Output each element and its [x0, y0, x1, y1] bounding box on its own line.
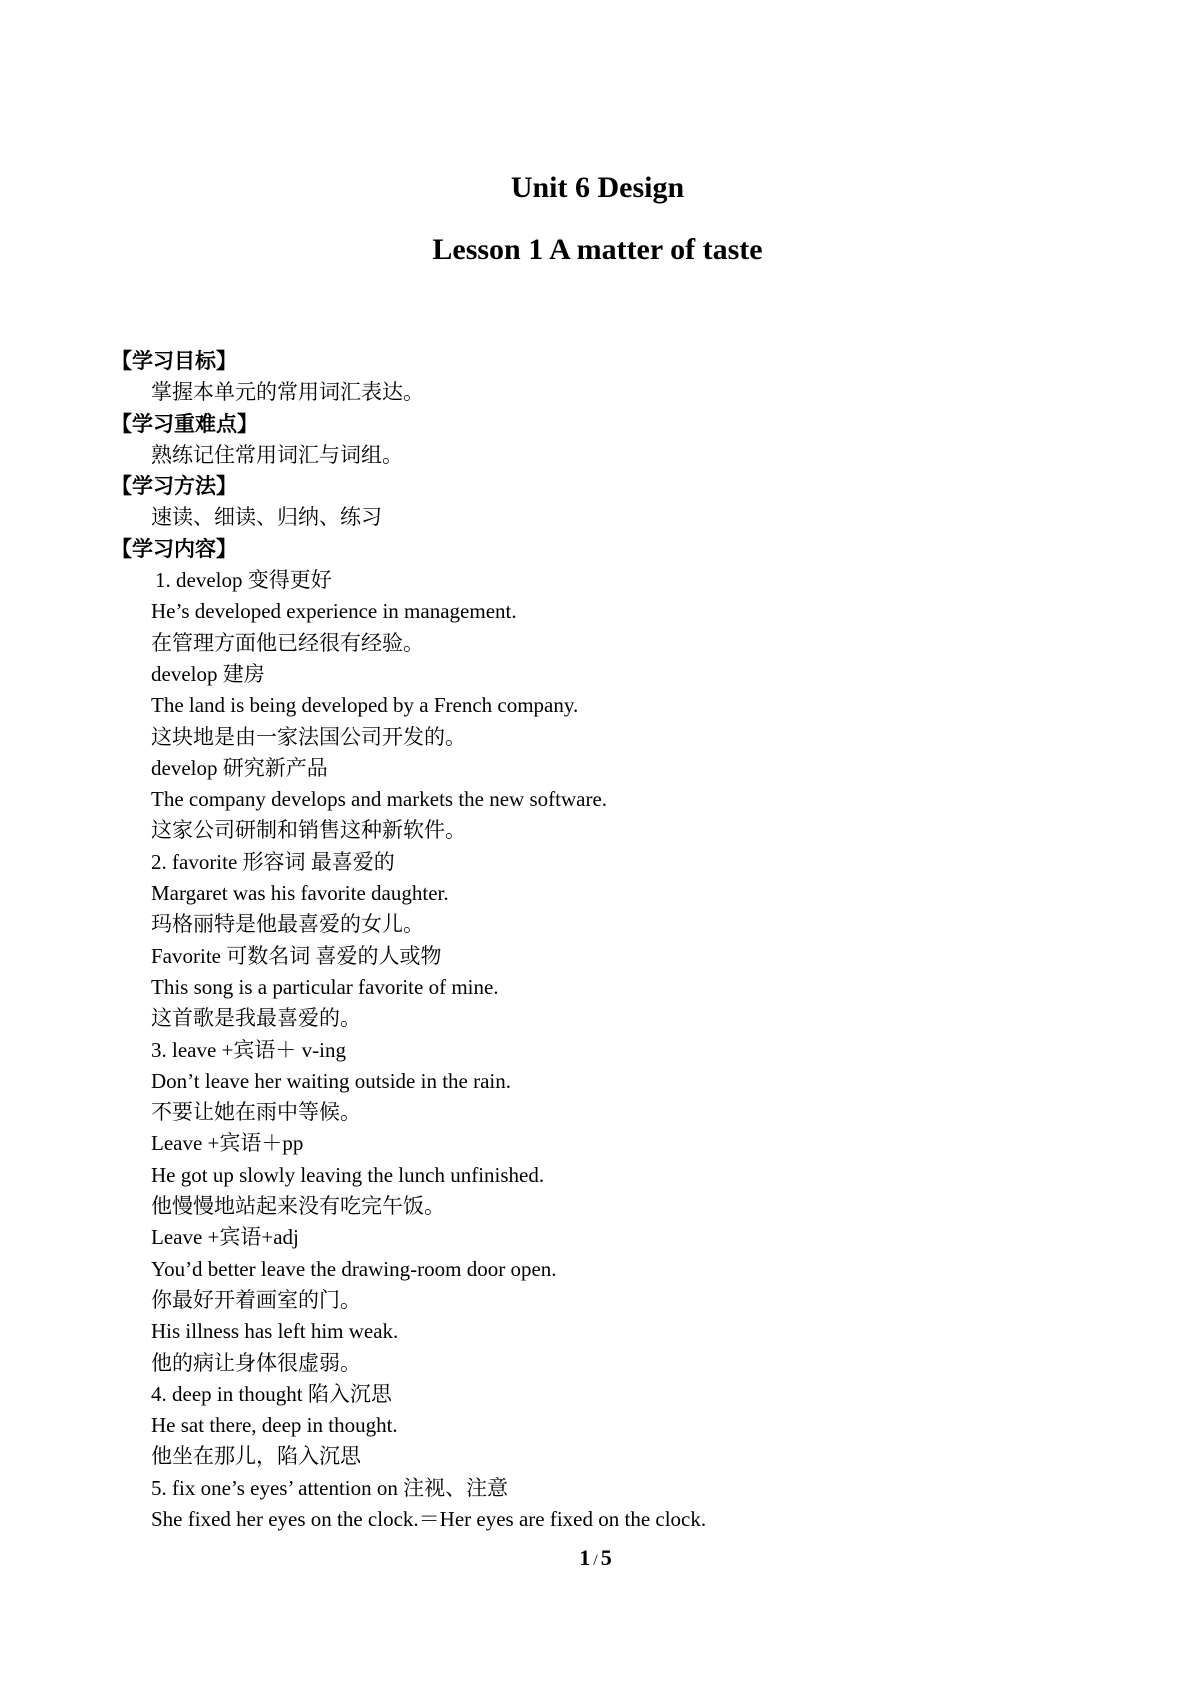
content-line: You’d better leave the drawing-room door open. [151, 1256, 557, 1281]
section-text-objectives: 掌握本单元的常用词汇表达。 [151, 380, 424, 405]
section-heading-objectives: 【学习目标】 [111, 349, 237, 373]
content-line: develop 研究新产品 [151, 755, 328, 780]
content-line: Don’t leave her waiting outside in the rain. [151, 1068, 512, 1093]
content-line: 他慢慢地站起来没有吃完午饭。 [151, 1194, 445, 1219]
page-total: 5 [600, 1545, 612, 1570]
content-line: 在管理方面他已经很有经验。 [151, 630, 424, 655]
content-line: 他的病让身体很虚弱。 [151, 1350, 361, 1375]
content-line: 这首歌是我最喜爱的。 [151, 1006, 361, 1031]
content-line: Leave +宾语＋pp [151, 1131, 304, 1156]
section-heading-methods: 【学习方法】 [111, 474, 237, 499]
content-line: She fixed her eyes on the clock.＝Her eyes are fixed on the clock. [151, 1506, 707, 1531]
content-line: Favorite 可数名词 喜爱的人或物 [151, 943, 442, 968]
content-line: 5. fix one’s eyes’ attention on 注视、注意 [151, 1475, 509, 1500]
content-line: 他坐在那儿，陷入沉思 [151, 1444, 361, 1469]
content-line: He got up slowly leaving the lunch unfinished. [151, 1162, 545, 1187]
section-heading-content: 【学习内容】 [111, 536, 237, 561]
page-current: 1 [579, 1545, 591, 1570]
content-line: 这家公司研制和销售这种新软件。 [151, 818, 466, 843]
section-heading-key-points: 【学习重难点】 [111, 411, 258, 436]
document-subtitle: Lesson 1 A matter of taste [432, 233, 763, 266]
content-line: His illness has left him weak. [151, 1319, 399, 1344]
content-line: 3. leave +宾语＋ v-ing [151, 1037, 346, 1062]
content-lines [113, 565, 1113, 1535]
content-line: He’s developed experience in management. [151, 599, 517, 624]
document-title: Unit 6 Design [510, 171, 685, 204]
content-line: The company develops and markets the new software. [151, 787, 608, 812]
content-line: develop 建房 [151, 661, 265, 686]
content-line: Margaret was his favorite daughter. [151, 881, 449, 906]
section-text-key-points: 熟练记住常用词汇与词组。 [151, 442, 403, 467]
content-line: He sat there, deep in thought. [151, 1413, 398, 1438]
content-line: 1. develop 变得更好 [155, 568, 332, 593]
content-line: 4. deep in thought 陷入沉思 [151, 1381, 392, 1406]
page-number [0, 1545, 1191, 1571]
content-line: The land is being developed by a French company. [151, 693, 579, 718]
content-line: 你最好开着画室的门。 [151, 1287, 361, 1312]
content-line: This song is a particular favorite of mine. [151, 974, 499, 999]
content-line: 不要让她在雨中等候。 [151, 1100, 361, 1125]
section-text-methods: 速读、细读、归纳、练习 [151, 505, 382, 530]
content-line: 玛格丽特是他最喜爱的女儿。 [151, 912, 424, 937]
document-body [113, 346, 1113, 1535]
content-line: 这块地是由一家法国公司开发的。 [151, 724, 466, 749]
page-separator: / [593, 1552, 598, 1569]
content-line: 2. favorite 形容词 最喜爱的 [151, 849, 395, 874]
content-line: Leave +宾语+adj [151, 1225, 299, 1250]
